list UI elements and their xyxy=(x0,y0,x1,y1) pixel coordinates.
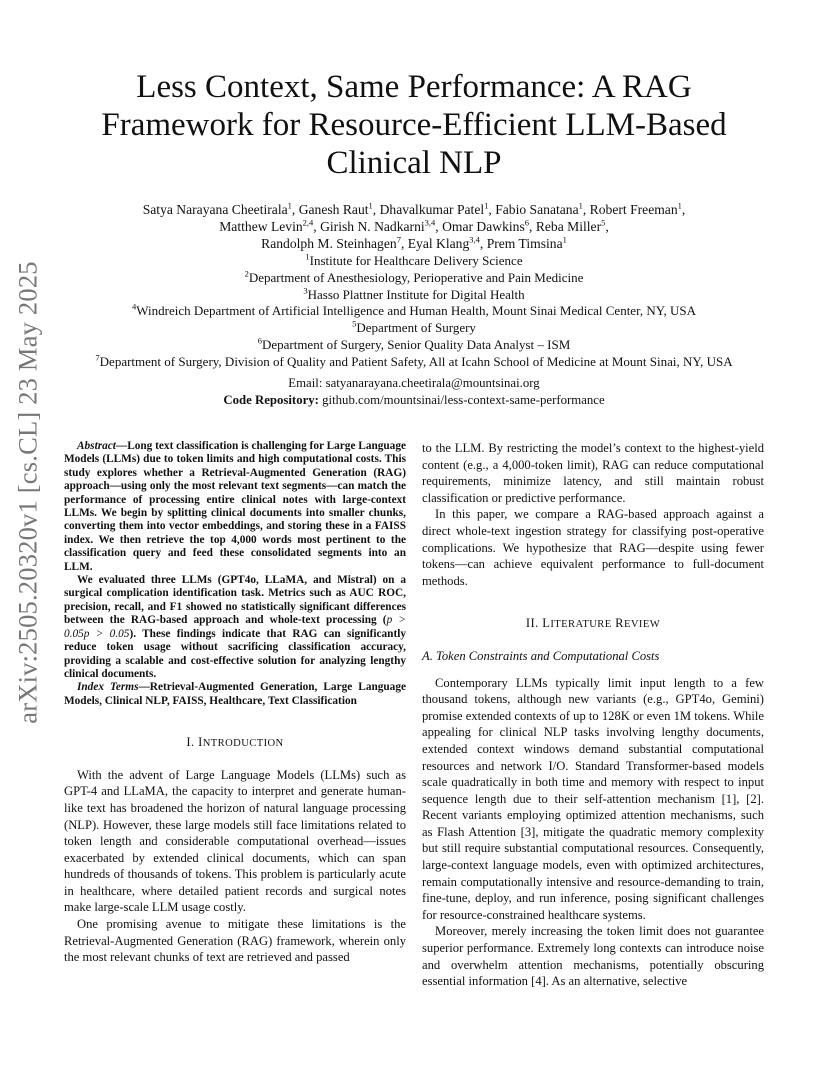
author-affil-mark: 1 xyxy=(677,200,682,211)
arxiv-id-text: arXiv:2505.20320v1 [cs.CL] 23 May 2025 xyxy=(12,260,43,724)
body-paragraph: With the advent of Large Language Models (LLMs) such as GPT-4 and LLaMA, the capacity to interpret and generate human-like text has broadened the horizon of natural language processing (NLP). However, these large models still face limitations related to token length and considerable computational overhead—issues exacerbated by extended clinical documents, which can span hundreds of thousands of tokens. This problem is particularly acute in healthcare, where detailed patient records and surgical notes make large-scale LLM usage costly. xyxy=(64,767,406,915)
affiliation-text: Department of Surgery, Division of Quality and Patient Safety, All at Icahn School of Medicine at Mount Sinai, NY, USA xyxy=(99,353,733,369)
author: Fabio Sanatana xyxy=(495,202,579,217)
right-column xyxy=(422,440,764,990)
affiliation-text: Institute for Healthcare Delivery Science xyxy=(309,253,523,268)
abstract xyxy=(64,440,406,708)
section-heading-introduction xyxy=(64,734,406,753)
author: Matthew Levin xyxy=(219,219,303,234)
author-affil-mark: 3,4 xyxy=(469,234,480,245)
affiliation xyxy=(50,303,778,320)
section-heading-literature-review xyxy=(422,615,764,634)
author-affil-mark: 5 xyxy=(601,217,606,228)
affiliation-mark: 7 xyxy=(95,352,100,363)
affiliation xyxy=(50,270,778,287)
body-paragraph: In this paper, we compare a RAG-based approach against a direct whole-text ingestion strategy for classifying post-operative complications. We hypothesize that RAG—despite using fewer tokens—can achieve equivalent performance to full-document methods. xyxy=(422,507,764,588)
affiliation-list xyxy=(50,253,778,371)
affiliation-text: Department of Surgery, Senior Quality Data Analyst – ISM xyxy=(261,336,571,352)
affiliation-mark: 5 xyxy=(352,318,357,329)
affiliation-text: Department of Surgery xyxy=(356,320,476,336)
author: Satya Narayana Cheetirala xyxy=(142,202,288,217)
author: Robert Freeman xyxy=(589,202,678,217)
author: Eyal Klang xyxy=(407,236,470,251)
abstract-paragraph xyxy=(64,440,406,574)
repo-link[interactable]: github.com/mountsinai/less-context-same-performance xyxy=(322,393,605,407)
title-line-2: Framework for Resource-Efficient LLM-Based xyxy=(101,107,727,143)
affiliation-text: Hasso Plattner Institute for Digital Health xyxy=(307,286,525,302)
repo-label: Code Repository: xyxy=(223,393,319,407)
author: Dhavalkumar Patel xyxy=(379,202,485,217)
author: Girish N. Nadkarni xyxy=(320,219,425,234)
author-affil-mark: 6 xyxy=(524,217,530,228)
left-column xyxy=(64,440,406,966)
author: Reba Miller xyxy=(535,219,602,234)
paper-title xyxy=(60,68,768,182)
author: Randolph M. Steinhagen xyxy=(261,236,397,251)
author-affil-mark: 1 xyxy=(484,200,489,211)
email-address[interactable]: satyanarayana.cheetirala@mountsinai.org xyxy=(325,376,540,390)
affiliation xyxy=(50,337,778,354)
email-label: Email: xyxy=(288,376,323,390)
section-number: I. xyxy=(186,735,195,750)
author: Omar Dawkins xyxy=(442,219,525,234)
abstract-text: ). These findings indicate that RAG can significantly reduce token usage without sacrificing classification accuracy, providing a scalable and cost-effective solution for analyzing lengthy clinical documents. xyxy=(64,627,406,680)
affiliation xyxy=(50,253,778,270)
author-affil-mark: 7 xyxy=(396,234,401,245)
abstract-text: —Long text classification is challenging for Large Language Models (LLMs) due to token limits and high computational costs. This study explores whether a Retrieval-Augmented Generation (RAG) approach—using only the most relevant text segments—can match the performance of processing entire clinical notes with large-context LLMs. We begin by splitting clinical documents into smaller chunks, converting them into vector embeddings, and storing these in a FAISS index. We then retrieve the top 4,000 words most pertinent to the classification query and feed these consolidated segments into an LLM. xyxy=(64,440,406,573)
section-title-initial: R xyxy=(615,616,624,631)
affiliation xyxy=(50,354,778,371)
author: Prem Timsina xyxy=(486,236,563,251)
email-line xyxy=(60,375,768,392)
affiliation-text: Department of Anesthesiology, Perioperative and Pain Medicine xyxy=(248,269,584,285)
index-terms-text: —Retrieval-Augmented Generation, Large Language Models, Clinical NLP, FAISS, Healthcare, Text Classification xyxy=(64,681,406,707)
affiliation-mark: 1 xyxy=(305,251,310,262)
author-affil-mark: 1 xyxy=(287,200,292,211)
author-affil-mark: 1 xyxy=(368,200,373,211)
section-title-rest: EVIEW xyxy=(623,619,661,631)
math-expression: p > 0.05p > 0.05 xyxy=(64,614,406,640)
author-affil-mark: 3,4 xyxy=(424,217,436,228)
body-paragraph: Moreover, merely increasing the token limit does not guarantee superior performance. Extremely long contexts can introduce noise and overwhelm attention mechanisms, potentially obscuring essential information [4]. As an alternative, selective xyxy=(422,924,764,989)
body-paragraph: One promising avenue to mitigate these limitations is the Retrieval-Augmented Generation (RAG) framework, wherein only the most relevant chunks of text are retrieved and passed xyxy=(64,917,406,965)
section-title-initial: I xyxy=(198,735,203,750)
section-title-initial: L xyxy=(542,616,551,631)
author-affil-mark: 2,4 xyxy=(302,217,314,228)
author-affil-mark: 1 xyxy=(562,234,567,245)
affiliation-text: Windreich Department of Artificial Intelligence and Human Health, Mount Sinai Medical Center, NY, USA xyxy=(136,303,696,319)
body-paragraph: Contemporary LLMs typically limit input length to a few thousand tokens, although new variants (e.g., GPT4o, Gemini) promise extended contexts of up to 128K or even 1M tokens. While appealing for clinical NLP tasks involving lengthy documents, extended context windows demand substantial computational resources and network I/O. Standard Transformer-based models scale quadratically in both time and memory with respect to input sequence length due to their self-attention mechanism [1], [2]. Recent variants employing optimized attention mechanisms, such as Flash Attention [3], mitigate the quadratic memory complexity but still require substantial computational resources. Consequently, large-context language models, even with optimized architectures, remain computationally intensive and resource-demanding to train, fine-tune, deploy, and run inference, posing significant challenges for resource-constrained healthcare systems. xyxy=(422,675,764,922)
abstract-text: We evaluated three LLMs (GPT4o, LLaMA, and Mistral) on a surgical complication identification task. Metrics such as AUC ROC, precision, recall, and F1 showed no statistically significant differences between the RAG-based approach and whole-text processing ( xyxy=(64,574,406,627)
section-number: II. xyxy=(525,616,539,631)
index-terms-label: Index Terms xyxy=(77,681,139,694)
section-title-rest: NTRODUCTION xyxy=(202,738,284,750)
abstract-label: Abstract xyxy=(77,440,116,452)
index-terms xyxy=(64,681,406,708)
affiliation-mark: 3 xyxy=(303,285,308,296)
author-affil-mark: 1 xyxy=(578,200,583,211)
body-paragraph: to the LLM. By restricting the model’s context to the highest-yield content (e.g., a 4,000-token limit), RAG can reduce computational requirements, minimize latency, and still maintain robust classification or predictive performance. xyxy=(422,441,764,505)
contact-info xyxy=(60,375,768,409)
abstract-paragraph xyxy=(64,574,406,681)
affiliation-mark: 2 xyxy=(244,268,249,279)
arxiv-side-identifier xyxy=(6,260,50,724)
author-list: Satya Narayana Cheetirala$^1$, Ganesh Raut$^1$, Dhavalkumar Patel$^1$, Fabio Sanatana$^1$, Robert Freeman$^1$, Matthew Levin$^{2,4}$, Girish N. Nadkarni$^{3,4}$, Omar Dawkins$^6$, Reba Miller$^5$, Randolph M. Steinhagen$^7$, Eyal Klang$^{3,4}$, Prem Timsina$^1$ xyxy=(142,200,686,251)
section-title-rest: ITERATURE xyxy=(550,619,612,631)
affiliation-mark: 4 xyxy=(132,302,137,313)
affiliation xyxy=(50,287,778,304)
title-line-3: Clinical NLP xyxy=(326,145,502,181)
affiliation-mark: 6 xyxy=(257,335,262,346)
repo-line xyxy=(60,392,768,409)
affiliation xyxy=(50,320,778,337)
title-line-1: Less Context, Same Performance: A RAG xyxy=(136,69,692,105)
author: Ganesh Raut xyxy=(298,202,369,217)
subsection-heading: A. Token Constraints and Computational Costs xyxy=(422,648,660,663)
